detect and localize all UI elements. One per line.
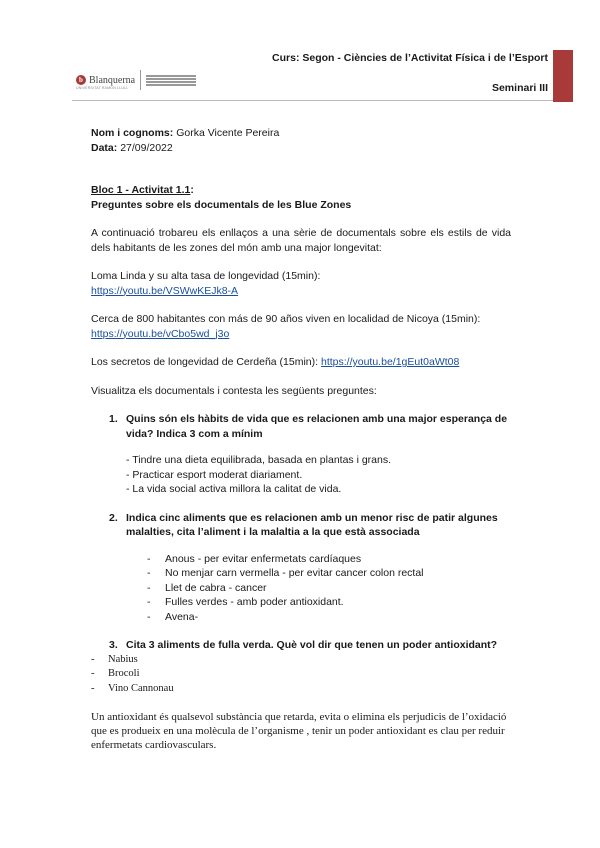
instructions-text: Visualitza els documentals i contesta les següents preguntes: bbox=[91, 384, 377, 397]
list-item: - Brocoli bbox=[91, 667, 511, 682]
question-2-text: Indica cinc aliments que es relacionen amb un menor risc de patir algunes malalties, cita l’aliment i la malaltia a la que està associada bbox=[126, 511, 498, 538]
intro-text: A continuació trobareu els enllaços a una sèrie de documentals sobre els estils de vida dels habitants de les zones del món amb una major longevitat: bbox=[91, 227, 511, 254]
list-item: - Vino Cannonau bbox=[91, 682, 511, 697]
list-item: - Avena- bbox=[147, 610, 199, 623]
question-2 bbox=[109, 511, 511, 540]
block-title-colon: : bbox=[190, 184, 194, 196]
doc-3-line bbox=[91, 355, 511, 370]
date-value: 27/09/2022 bbox=[120, 141, 173, 154]
question-1-answers bbox=[126, 453, 511, 497]
doc-1-title: Loma Linda y su alta tasa de longevidad (15min): bbox=[91, 270, 321, 282]
name-label: Nom i cognoms: bbox=[91, 127, 174, 139]
seminar-title: Seminari III bbox=[491, 82, 548, 94]
question-1-text: Quins són els hàbits de vida que es relacionen amb una major esperança de vida? Indica 3 com a mínim bbox=[126, 413, 508, 440]
doc-3-title: Los secretos de longevidad de Cerdeña (15min): bbox=[91, 356, 319, 368]
date-label: Data: bbox=[91, 141, 118, 154]
answer-2-2: No menjar carn vermella - per evitar cancer colon rectal bbox=[165, 567, 424, 579]
header-divider bbox=[72, 100, 553, 101]
question-3-text: Cita 3 aliments de fulla verda. Què vol dir que tenen un poder antioxidant? bbox=[126, 639, 498, 651]
header-accent-bar bbox=[553, 50, 573, 102]
logo-divider bbox=[140, 70, 141, 90]
block-title bbox=[91, 183, 511, 198]
answer-1-3: - La vida social activa millora la calitat de vida. bbox=[126, 483, 342, 495]
question-3-answers bbox=[91, 653, 511, 697]
answer-3-1: Nabius bbox=[108, 653, 138, 665]
answer-2-4: Fulles verdes - amb poder antioxidant. bbox=[165, 596, 344, 608]
faculty-mark-icon bbox=[146, 75, 196, 86]
document-body bbox=[91, 126, 511, 752]
doc-3-link[interactable]: https://youtu.be/1gEut0aWt08 bbox=[320, 356, 460, 368]
question-2-answers bbox=[147, 552, 511, 625]
list-item: - Fulles verdes - amb poder antioxidant. bbox=[147, 596, 344, 608]
answer-2-5: Avena- bbox=[165, 610, 199, 623]
date-line bbox=[91, 141, 511, 156]
block-title-text: Bloc 1 - Activitat 1.1 bbox=[91, 184, 191, 196]
course-title: Curs: Segon - Ciències de l’Activitat Física i de l’Esport bbox=[272, 52, 548, 64]
question-1 bbox=[109, 412, 511, 441]
question-3-number: 3. bbox=[109, 639, 118, 651]
logo-mark-icon: b bbox=[76, 75, 86, 85]
question-1-number: 1. bbox=[109, 413, 118, 425]
block-subtitle: Preguntes sobre els documentals de les Blue Zones bbox=[91, 198, 352, 211]
list-item: - Llet de cabra - cancer bbox=[147, 581, 267, 594]
logo-subtitle: UNIVERSITAT RAMON LLULL bbox=[76, 86, 129, 90]
answer-2-1: Anous - per evitar enfermetats cardíaques bbox=[165, 552, 362, 565]
answer-3-3: Vino Cannonau bbox=[108, 682, 174, 694]
doc-2-title: Cerca de 800 habitantes con más de 90 años viven en localidad de Nicoya (15min): bbox=[91, 313, 481, 325]
answer-2-3: Llet de cabra - cancer bbox=[165, 581, 267, 594]
answer-3-2: Brocoli bbox=[108, 668, 140, 679]
question-2-number: 2. bbox=[109, 511, 118, 524]
student-name: Gorka Vicente Pereira bbox=[176, 127, 280, 139]
list-item: - No menjar carn vermella - per evitar cancer colon rectal bbox=[147, 567, 424, 579]
student-name-line bbox=[91, 126, 511, 141]
question-3 bbox=[109, 638, 511, 653]
answer-1-2: - Practicar esport moderat diariament. bbox=[126, 468, 303, 481]
doc-1-link[interactable]: https://youtu.be/VSWwKEJk8-A bbox=[91, 284, 239, 297]
list-item: - Anous - per evitar enfermetats cardíaques bbox=[147, 552, 362, 565]
conclusion-text: Un antioxidant és qualsevol substància que retarda, evita o elimina els perjudicis de l’oxidació que es produeix en una molècula de l’organisme , tenir un poder antioxidant es clau per reduir enfermetats cardiovasculars. bbox=[91, 711, 507, 751]
answer-1-1: - Tindre una dieta equilibrada, basada en plantas i grans. bbox=[126, 454, 392, 466]
list-item: - Nabius bbox=[91, 653, 511, 668]
logo-name: Blanquerna bbox=[89, 74, 136, 86]
doc-2-link[interactable]: https://youtu.be/vCbo5wd_j3o bbox=[91, 327, 230, 340]
